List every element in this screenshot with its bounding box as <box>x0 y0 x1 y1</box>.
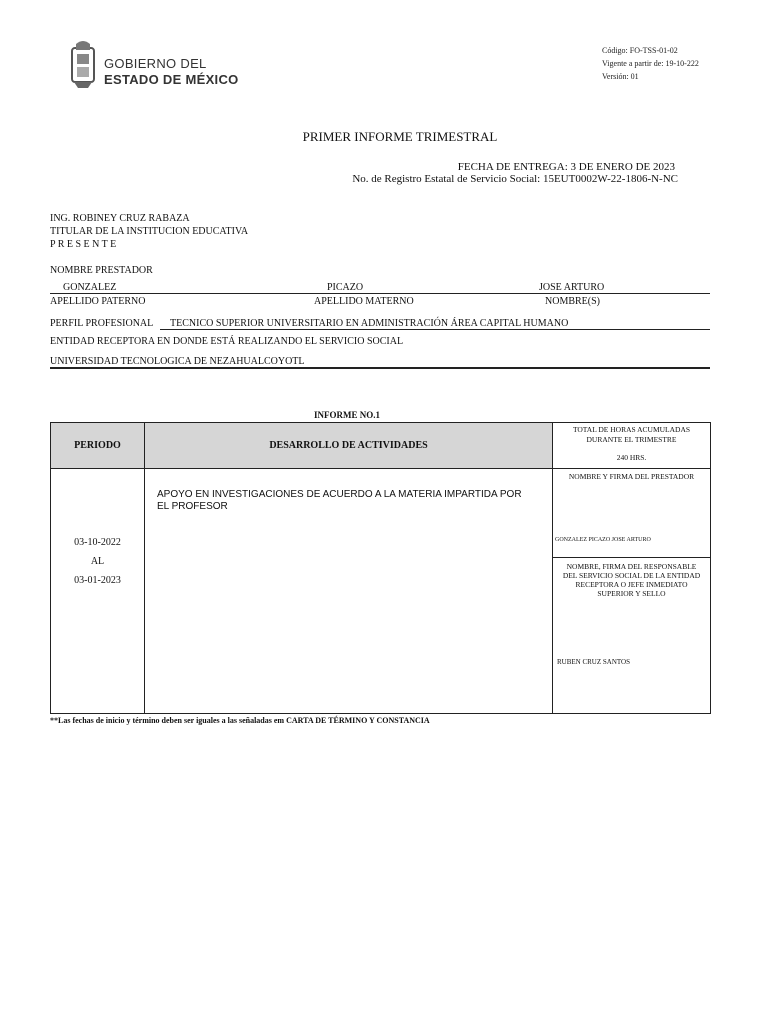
total-hours-value: 240 HRS. <box>616 453 647 462</box>
fecha-inicio: 03-10-2022 <box>74 537 121 548</box>
fecha-fin: 03-01-2023 <box>74 575 121 586</box>
version: Versión: 01 <box>602 72 639 81</box>
responsable-label: NOMBRE, FIRMA DEL RESPONSABLE DEL SERVICIO SOCIAL DE LA ENTIDAD RECEPTORA O JEFE INMEDIATO SUPERIOR Y SELLO <box>562 562 701 598</box>
logo-text-line2: ESTADO DE MÉXICO <box>104 72 239 87</box>
logo-text-line1: GOBIERNO DEL <box>104 56 207 71</box>
prestador-signature-name: GONZALEZ PICAZO JOSE ARTURO <box>555 537 651 543</box>
perfil-value: TECNICO SUPERIOR UNIVERSITARIO EN ADMINISTRACIÓN ÁREA CAPITAL HUMANO <box>170 318 569 329</box>
perfil-label: PERFIL PROFESIONAL <box>50 318 154 329</box>
entidad-value: UNIVERSIDAD TECNOLOGICA DE NEZAHUALCOYOTL <box>50 356 305 367</box>
report-table <box>50 422 711 714</box>
periodo-cell <box>51 469 145 714</box>
apellido-materno-value: PICAZO <box>327 282 364 293</box>
nombre-value: JOSE ARTURO <box>539 282 605 293</box>
prestador-label: NOMBRE PRESTADOR <box>50 265 153 276</box>
apellido-paterno-label: APELLIDO PATERNO <box>50 296 146 307</box>
document-title: PRIMER INFORME TRIMESTRAL <box>302 129 498 144</box>
responsable-name: RUBEN CRUZ SANTOS <box>557 658 630 666</box>
periodo-header: PERIODO <box>51 423 145 469</box>
actividades-text: APOYO EN INVESTIGACIONES DE ACUERDO A LA MATERIA IMPARTIDA POR EL PROFESOR <box>157 489 522 512</box>
total-hours-label: TOTAL DE HORAS ACUMULADAS DURANTE EL TRIMESTRE <box>572 425 691 444</box>
actividades-header: DESARROLLO DE ACTIVIDADES <box>145 423 553 469</box>
nombre-label: NOMBRE(S) <box>545 296 601 307</box>
presente-label: P R E S E N T E <box>50 239 117 250</box>
form-code: Código: FO-TSS-01-02 <box>602 46 678 55</box>
coat-of-arms-icon <box>68 40 98 90</box>
valid-from: Vigente a partir de: 19-10-222 <box>602 59 699 68</box>
addressee-name: ING. ROBINEY CRUZ RABAZA <box>50 213 190 224</box>
actividades-cell <box>145 469 553 714</box>
delivery-date: FECHA DE ENTREGA: 3 DE ENERO DE 2023 <box>457 161 675 173</box>
responsable-cell <box>553 558 711 714</box>
addressee-title: TITULAR DE LA INSTITUCION EDUCATIVA <box>50 226 249 237</box>
apellido-materno-label: APELLIDO MATERNO <box>314 296 414 307</box>
perfil-underline <box>160 329 710 330</box>
prestador-underline <box>50 293 710 294</box>
registration-number: No. de Registro Estatal de Servicio Social: 15EUT0002W-22-1806-N-NC <box>352 173 678 185</box>
entidad-underline <box>50 367 710 369</box>
informe-title: INFORME NO.1 <box>314 410 380 420</box>
total-hours-cell <box>553 423 711 469</box>
entidad-label: ENTIDAD RECEPTORA EN DONDE ESTÁ REALIZANDO EL SERVICIO SOCIAL <box>50 336 404 347</box>
firma-prestador-cell <box>553 469 711 558</box>
footnote: **Las fechas de inicio y término deben ser iguales a las señaladas em CARTA DE TÉRMINO Y CONSTANCIA <box>50 716 430 725</box>
firma-prestador-label: NOMBRE Y FIRMA DEL PRESTADOR <box>568 472 695 481</box>
al-label: AL <box>90 556 105 567</box>
apellido-paterno-value: GONZALEZ <box>63 282 117 293</box>
